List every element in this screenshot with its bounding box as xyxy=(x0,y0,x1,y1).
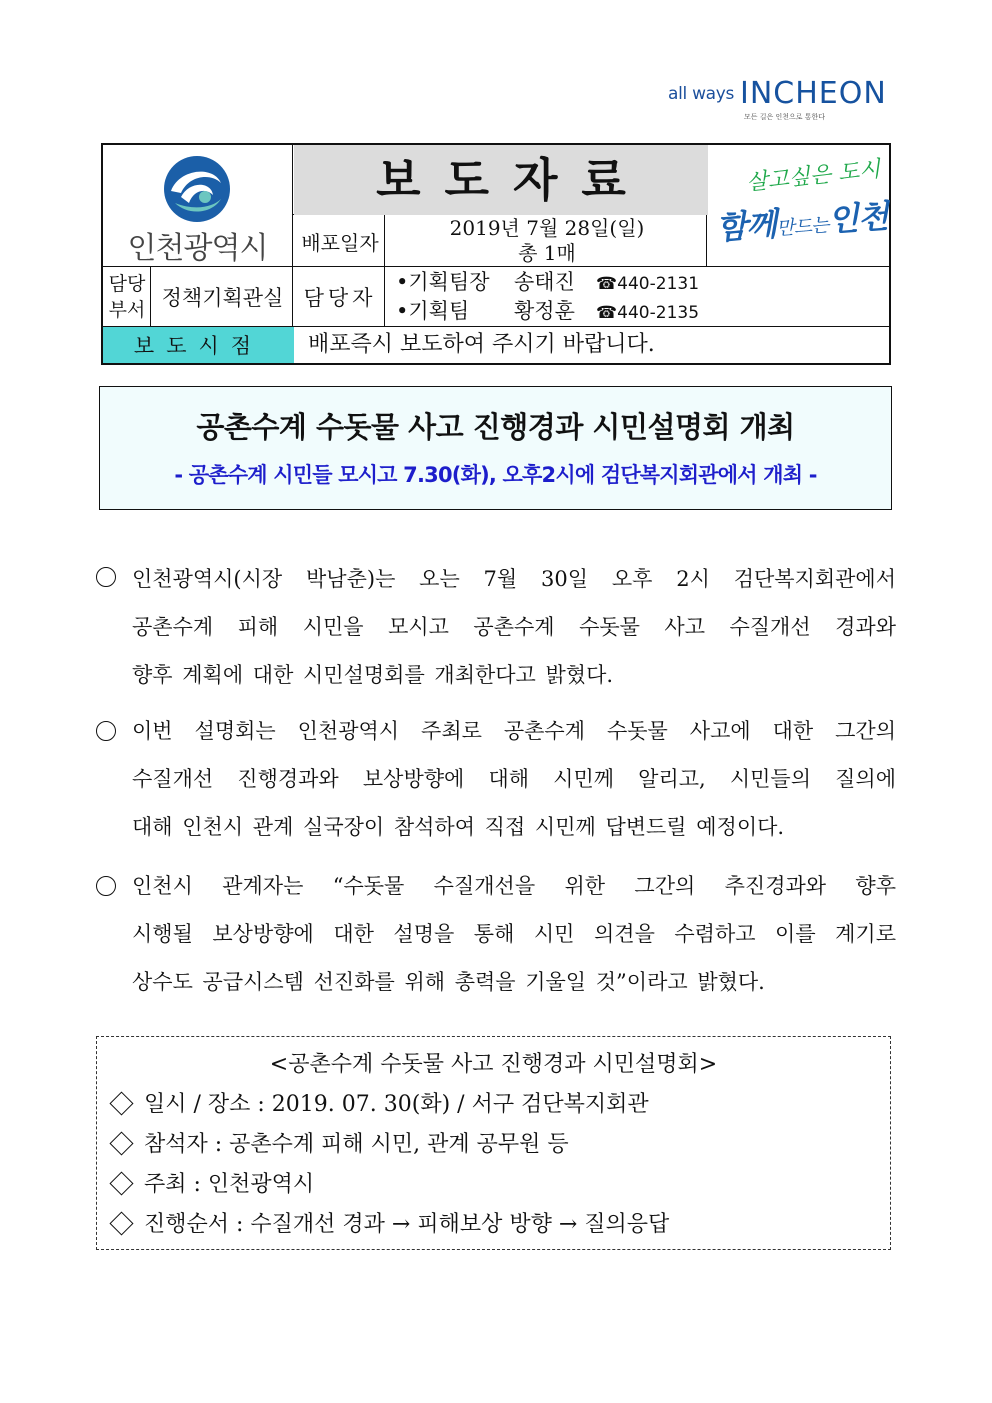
slogan-line1: 살고싶은 도시 xyxy=(745,157,882,196)
contact-row xyxy=(396,298,891,327)
contact-role: •기획팀장 xyxy=(396,270,490,294)
headline-box xyxy=(99,386,892,510)
paragraph-line: 상수도 공급시스템 선진화를 위해 총력을 기울일 것”이라고 밝혔다. xyxy=(132,970,765,994)
dept-value: 정책기획관실 xyxy=(161,286,284,310)
diamond-bullet-icon xyxy=(109,1131,133,1155)
info-item-text: 진행순서 : 수질개선 경과 → 피해보상 방향 → 질의응답 xyxy=(144,1212,670,1237)
date-label: 배포일자 xyxy=(301,230,379,255)
slogan-cell xyxy=(708,145,891,267)
city-logo-cell xyxy=(103,145,294,267)
contact-phone: ☎440-2135 xyxy=(596,303,700,323)
event-info-box xyxy=(96,1036,891,1250)
contact-label: 담당자 xyxy=(303,286,377,310)
paragraph-line: 수질개선 진행경과와 보상방향에 대해 시민께 알리고, 시민들의 질의에 xyxy=(132,767,896,791)
diamond-bullet-icon xyxy=(109,1091,133,1115)
slogan-word-make: 만드는 xyxy=(775,214,830,240)
paragraph-line: 인천광역시(시장 박남춘)는 오는 7월 30일 오후 2시 검단복지회관에서 xyxy=(132,567,896,591)
headline-title: 공촌수계 수돗물 사고 진행경과 시민설명회 개최 xyxy=(196,410,795,444)
page-count: 총 1매 xyxy=(518,241,576,265)
info-title: <공촌수계 수돗물 사고 진행경과 시민설명회> xyxy=(269,1052,718,1077)
diamond-bullet-icon xyxy=(109,1211,133,1235)
date-value-cell xyxy=(386,215,708,267)
release-date: 2019년 7월 28일(일) xyxy=(449,216,645,240)
contact-name: 송태진 xyxy=(514,270,575,294)
paragraph-line: 대해 인천시 관계 실국장이 참석하여 직접 시민께 답변드릴 예정이다. xyxy=(132,815,785,839)
incheon-brand-logo xyxy=(668,76,890,128)
circle-bullet-icon xyxy=(96,721,116,741)
info-item-text: 참석자 : 공촌수계 피해 시민, 관계 공무원 등 xyxy=(144,1132,569,1157)
circle-bullet-icon xyxy=(96,876,116,896)
paragraph-line: 공촌수계 피해 시민을 모시고 공촌수계 수돗물 사고 수질개선 경과와 xyxy=(132,615,896,639)
slogan-word-incheon: 인천 xyxy=(826,197,889,240)
info-item-text: 주최 : 인천광역시 xyxy=(144,1172,315,1197)
info-item xyxy=(107,1167,314,1198)
contact-name: 황정훈 xyxy=(514,299,575,323)
paragraph-line: 향후 계획에 대한 시민설명회를 개최한다고 밝혔다. xyxy=(132,663,614,687)
info-item xyxy=(107,1207,669,1238)
paragraph-line: 인천시 관계자는 “수돗물 수질개선을 위한 그간의 추진경과와 향후 xyxy=(132,874,896,898)
info-item xyxy=(107,1087,649,1118)
contacts xyxy=(386,267,891,327)
paragraph-line: 이번 설명회는 인천광역시 주최로 공촌수계 수돗물 사고에 대한 그간의 xyxy=(132,719,896,743)
dept-label xyxy=(103,267,151,327)
brand-prefix: all ways xyxy=(668,84,735,104)
paragraph-text xyxy=(132,707,896,851)
slogan-line2 xyxy=(715,191,890,249)
paragraph-line: 시행될 보상방향에 대한 설명을 통해 시민 의견을 수렴하고 이를 계기로 xyxy=(132,922,896,946)
city-name: 인천광역시 xyxy=(127,231,268,266)
info-item-text: 일시 / 장소 : 2019. 07. 30(화) / 서구 검단복지회관 xyxy=(144,1092,649,1117)
title-cell xyxy=(294,145,708,215)
paragraph-text xyxy=(132,555,896,699)
brand-tagline: 모든 길은 인천으로 통한다 xyxy=(744,113,826,121)
brand-name: INCHEON xyxy=(740,76,887,111)
timing-label: 보도시점 xyxy=(103,327,294,363)
slogan-word-together: 함께 xyxy=(715,204,778,247)
contact-row xyxy=(396,269,891,298)
contact-phone: ☎440-2131 xyxy=(596,274,700,294)
contact-role: •기획팀 xyxy=(396,299,470,323)
press-release-header xyxy=(101,143,891,365)
circle-bullet-icon xyxy=(96,567,116,587)
diamond-bullet-icon xyxy=(109,1171,133,1195)
page-title: 보도자료 xyxy=(376,153,650,207)
paragraph-text xyxy=(132,862,896,1006)
dept-label-line2: 부서 xyxy=(108,299,146,321)
timing-value: 배포즉시 보도하여 주시기 바랍니다. xyxy=(308,332,655,357)
dept-label-line1: 담당 xyxy=(108,273,146,295)
incheon-emblem-icon xyxy=(151,151,243,225)
headline-subtitle: - 공촌수계 시민들 모시고 7.30(화), 오후2시에 검단복지회관에서 개최 - xyxy=(174,463,817,487)
info-item xyxy=(107,1127,569,1158)
